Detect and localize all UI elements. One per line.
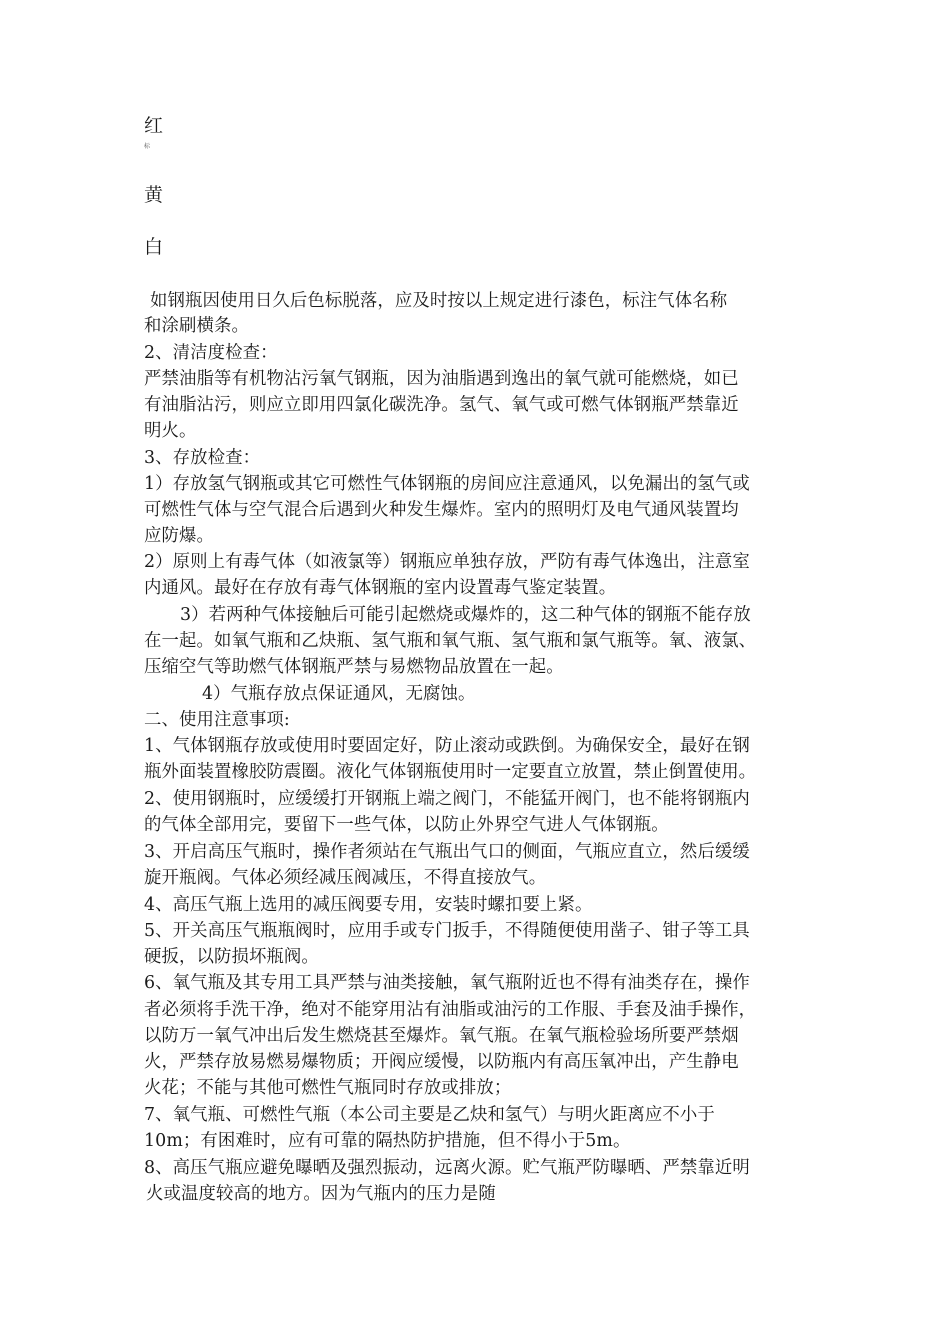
text-line: 在一起。如氧气瓶和乙炔瓶、氢气瓶和氧气瓶、氢气瓶和氯气瓶等。氧、液氯、 — [144, 631, 757, 651]
text-line: 瓶外面装置橡胶防震圈。液化气体钢瓶使用时一定要直立放置，禁止倒置使用。 — [144, 762, 757, 782]
text-line: 6、氧气瓶及其专用工具严禁与油类接触，氧气瓶附近也不得有油类存在，操作 — [144, 973, 750, 993]
color-label-small: 标 — [144, 143, 151, 150]
text-line: 压缩空气等助燃气体钢瓶严禁与易燃物品放置在一起。 — [144, 657, 564, 677]
text-line: 如钢瓶因使用日久后色标脱落，应及时按以上规定进行漆色，标注气体名称 — [150, 291, 728, 311]
text-line: 4）气瓶存放点保证通风，无腐蚀。 — [202, 684, 476, 704]
text-line: 火或温度较高的地方。因为气瓶内的压力是随 — [146, 1184, 496, 1204]
text-line: 可燃性气体与空气混合后遇到火种发生爆炸。室内的照明灯及电气通风装置均 — [144, 500, 739, 520]
text-line: 应防爆。 — [144, 526, 214, 546]
color-label-red: 红 — [144, 115, 164, 137]
text-line: 内通风。最好在存放有毒气体钢瓶的室内设置毒气鉴定装置。 — [144, 578, 617, 598]
text-line: 和涂刷横条。 — [144, 316, 249, 336]
text-line: 火花；不能与其他可燃性气瓶同时存放或排放； — [144, 1078, 512, 1098]
section-heading: 3、存放检查： — [144, 448, 261, 468]
text-line: 3、开启高压气瓶时，操作者须站在气瓶出气口的侧面，气瓶应直立，然后缓缓 — [144, 842, 750, 862]
text-line: 10m；有困难时，应有可靠的隔热防护措施，但不得小于5m。 — [144, 1131, 631, 1151]
text-line: 硬扳，以防损坏瓶阀。 — [144, 947, 319, 967]
color-label-white: 白 — [144, 236, 164, 258]
text-line: 旋开瓶阀。气体必须经减压阀减压，不得直接放气。 — [144, 868, 547, 888]
text-line: 1、气体钢瓶存放或使用时要固定好，防止滚动或跌倒。为确保安全，最好在钢 — [144, 736, 750, 756]
section-heading: 二、使用注意事项: — [144, 710, 290, 730]
text-line: 明火。 — [144, 421, 197, 441]
text-line: 严禁油脂等有机物沾污氧气钢瓶，因为油脂遇到逸出的氧气就可能燃烧，如已 — [144, 369, 739, 389]
text-line: 1）存放氢气钢瓶或其它可燃性气体钢瓶的房间应注意通风，以免漏出的氢气或 — [144, 474, 750, 494]
text-line: 2）原则上有毒气体（如液氯等）钢瓶应单独存放，严防有毒气体逸出，注意室 — [144, 552, 750, 572]
text-line: 的气体全部用完，要留下一些气体，以防止外界空气进人气体钢瓶。 — [144, 815, 669, 835]
text-line: 3）若两种气体接触后可能引起燃烧或爆炸的，这二种气体的钢瓶不能存放 — [180, 605, 751, 625]
text-line: 有油脂沾污，则应立即用四氯化碳洗净。氢气、氧气或可燃气体钢瓶严禁靠近 — [144, 395, 739, 415]
text-line: 火，严禁存放易燃易爆物质；开阀应缓慢，以防瓶内有高压氧冲出，产生静电 — [144, 1052, 739, 1072]
text-line: 7、氧气瓶、可燃性气瓶（本公司主要是乙炔和氢气）与明火距离应不小于 — [144, 1105, 715, 1125]
text-line: 以防万一氧气冲出后发生燃烧甚至爆炸。氧气瓶。在氧气瓶检验场所要严禁烟 — [144, 1026, 739, 1046]
section-heading: 2、清洁度检查： — [144, 343, 278, 363]
text-line: 5、开关高压气瓶瓶阀时，应用手或专门扳手，不得随便使用凿子、钳子等工具 — [144, 921, 750, 941]
text-line: 4、高压气瓶上选用的减压阀要专用，安装时螺扣要上紧。 — [144, 895, 593, 915]
text-line: 者必须将手洗干净，绝对不能穿用沾有油脂或油污的工作服、手套及油手操作， — [144, 1000, 757, 1020]
text-line: 8、高压气瓶应避免曝晒及强烈振动，远离火源。贮气瓶严防曝晒、严禁靠近明 — [144, 1158, 750, 1178]
text-line: 2、使用钢瓶时，应缓缓打开钢瓶上端之阀门，不能猛开阀门，也不能将钢瓶内 — [144, 789, 750, 809]
color-label-yellow: 黄 — [144, 184, 164, 206]
